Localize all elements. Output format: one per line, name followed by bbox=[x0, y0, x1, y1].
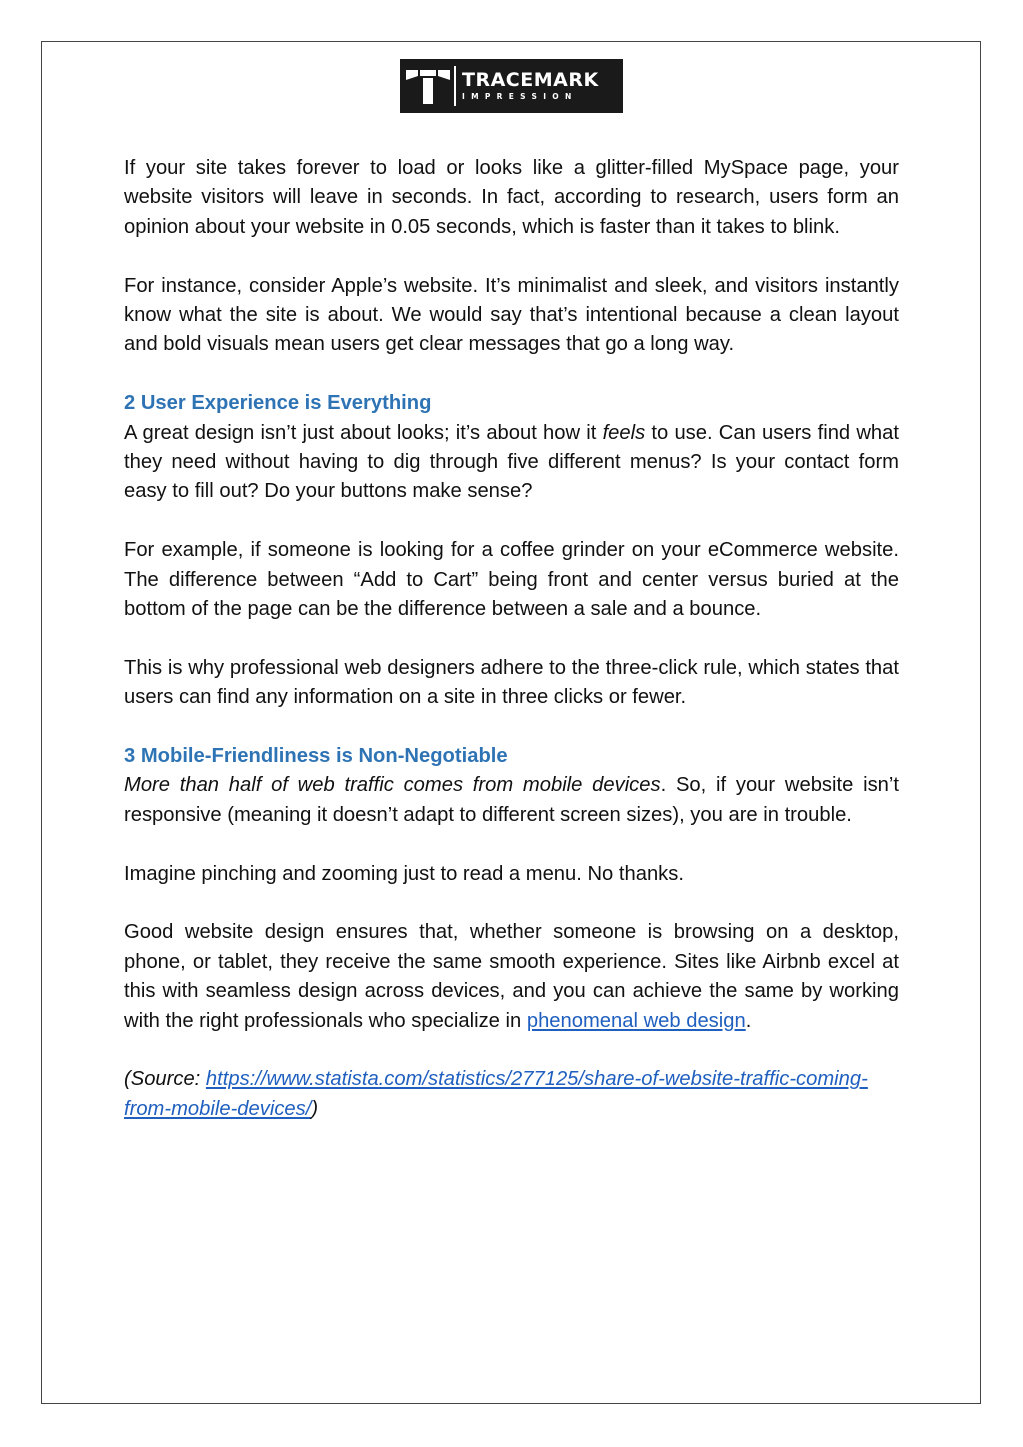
paragraph-good-design bbox=[124, 918, 899, 1036]
source-link-text: https://www.statista.com/statistics/277125/share-of-website-traffic-coming-from-mobile-devices/ bbox=[124, 1068, 868, 1120]
text-segment: Good website design ensures that, whether someone is browsing on a desktop, phone, or tablet, they receive the same smooth experience. Sites like Airbnb excel at this with seamless design across devices, and you can achieve the same by working with the right professionals who specialize in bbox=[124, 921, 899, 1032]
emphasis-feels: feels bbox=[602, 421, 646, 444]
paragraph-source bbox=[124, 1065, 899, 1124]
paragraph-intro: If your site takes forever to load or looks like a glitter-filled MySpace page, your website visitors will leave in seconds. In fact, according to research, users form an opinion about your website in 0.05 seconds, which is faster than it takes to blink. bbox=[124, 157, 899, 238]
tracemark-logo bbox=[400, 59, 623, 113]
text-segment: . So, if your website isn’t responsive (meaning it doesn’t adapt to different screen sizes), you are in trouble. bbox=[124, 774, 899, 826]
text-segment: to use. Can users find what they need without having to dig through five different menus? Is your contact form easy to fill out? Do your buttons make sense? bbox=[124, 421, 899, 503]
logo-divider bbox=[454, 66, 456, 106]
paragraph-three-click-rule: This is why professional web designers adhere to the three-click rule, which states that users can find any information on a site in three clicks or fewer. bbox=[124, 656, 899, 709]
logo-text bbox=[462, 70, 599, 102]
paragraph-apple-example: For instance, consider Apple’s website. It’s minimalist and sleek, and visitors instantly know what the site is about. We would say that’s intentional because a clean layout and bold visuals mean users get clear messages that go a long way. bbox=[124, 274, 899, 356]
emphasis-mobile-traffic: More than half of web traffic comes from mobile devices bbox=[124, 774, 661, 797]
paragraph-mobile-traffic bbox=[124, 771, 899, 830]
paragraph-coffee-grinder: For example, if someone is looking for a coffee grinder on your eCommerce website. The difference between “Add to Cart” being front and center versus buried at the bottom of the page can be the difference between a sale and a bounce. bbox=[124, 539, 899, 621]
section-heading-mobile-friendliness: 3 Mobile-Friendliness is Non-Negotiable bbox=[124, 745, 508, 768]
logo-name: TRACEMARK bbox=[462, 69, 599, 91]
logo-subtitle: IMPRESSION bbox=[462, 92, 578, 101]
section-heading-user-experience: 2 User Experience is Everything bbox=[124, 392, 432, 415]
text-segment: . bbox=[745, 1009, 752, 1032]
phenomenal-web-design-link[interactable]: phenomenal web design bbox=[526, 1009, 746, 1032]
paragraph-pinching: Imagine pinching and zooming just to read a menu. No thanks. bbox=[124, 862, 684, 885]
text-segment: A great design isn’t just about looks; it’s about how it bbox=[124, 421, 603, 444]
document-body bbox=[124, 154, 899, 1154]
statista-source-link[interactable] bbox=[124, 1068, 868, 1119]
tracemark-t-logo-icon bbox=[406, 66, 450, 106]
source-suffix: ) bbox=[311, 1097, 319, 1120]
source-prefix: (Source: bbox=[124, 1068, 206, 1091]
paragraph-great-design bbox=[124, 419, 899, 507]
